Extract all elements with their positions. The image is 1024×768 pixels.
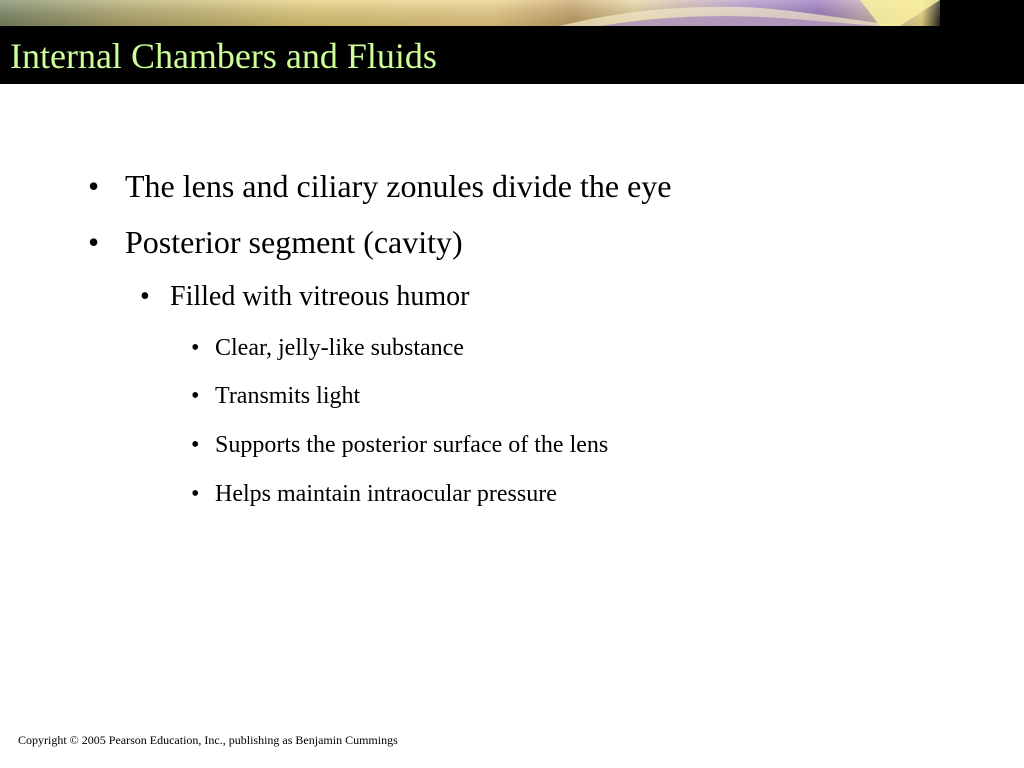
bullet-icon: • [191,335,200,361]
sub-bullet-item [140,281,470,313]
sub-sub-bullet-item [191,382,361,410]
bullet-icon: • [140,281,150,312]
bullet-item [88,168,672,204]
bullet-item [88,224,463,260]
bullet-text: Helps maintain intraocular pressure [215,481,557,507]
copyright-notice: Copyright © 2005 Pearson Education, Inc., publishing as Benjamin Cummings [18,733,398,747]
bullet-icon: • [88,224,100,260]
bullet-text: Supports the posterior surface of the lens [215,432,609,458]
bullet-icon: • [191,432,200,458]
bullet-text: Transmits light [215,383,361,409]
slide-title: Internal Chambers and Fluids [10,36,437,76]
sub-sub-bullet-item [191,431,609,459]
bullet-text: Clear, jelly-like substance [215,335,464,361]
sub-sub-bullet-item [191,480,557,508]
bullet-icon: • [191,383,200,409]
sub-sub-bullet-item [191,334,464,362]
bullet-text: Posterior segment (cavity) [125,224,463,260]
bullet-icon: • [191,481,200,507]
bullet-text: The lens and ciliary zonules divide the eye [125,168,672,204]
bullet-icon: • [88,168,100,204]
bullet-text: Filled with vitreous humor [170,281,470,312]
